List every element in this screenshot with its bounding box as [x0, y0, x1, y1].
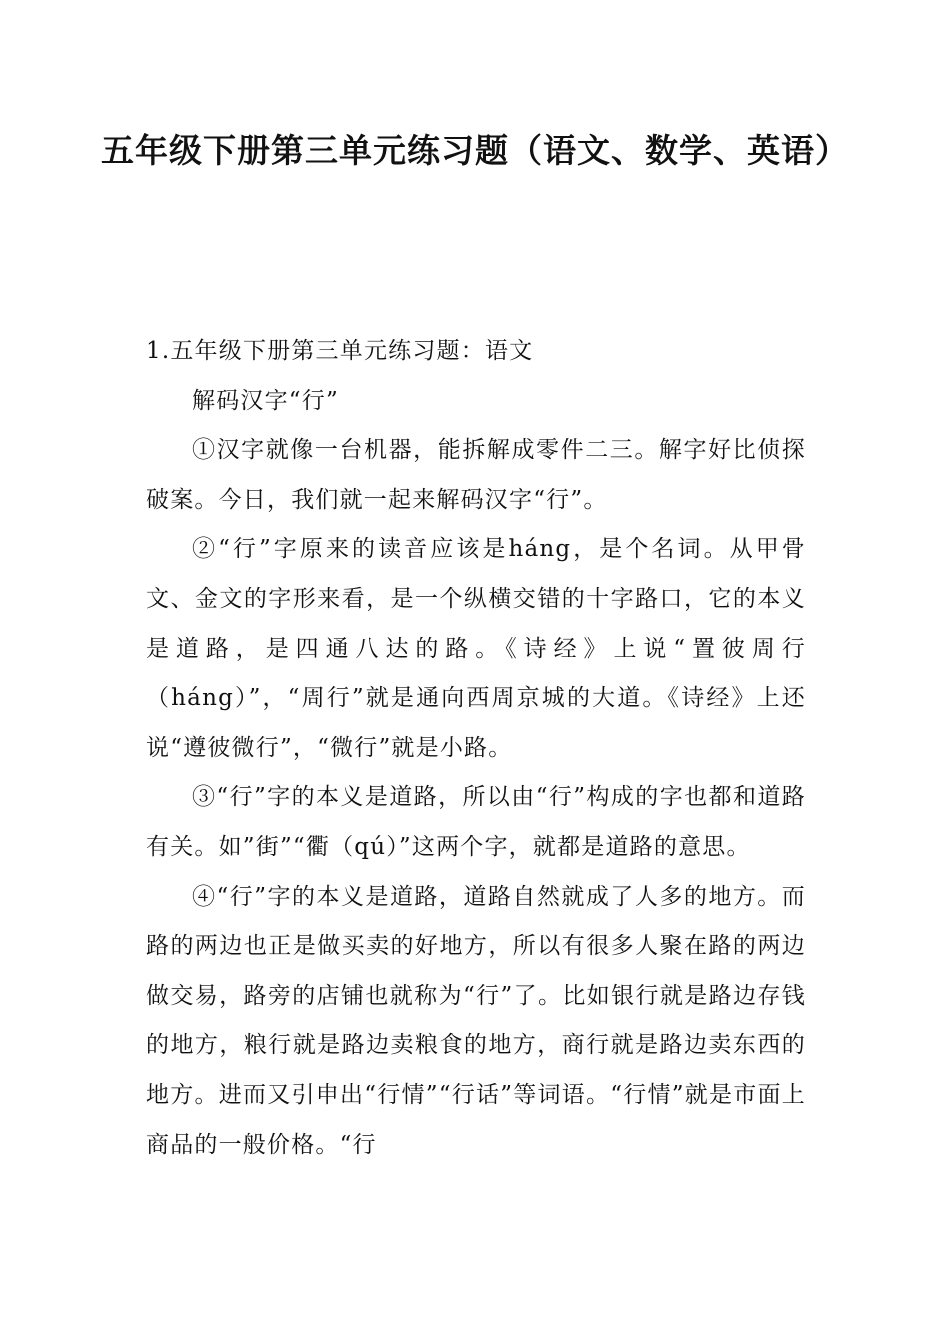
article-title: 解码汉字“行” — [192, 387, 339, 414]
document-body — [146, 327, 806, 1170]
paragraph-4: ④“行”字的本义是道路，道路自然就成了人多的地方。而路的两边也正是做买卖的好地方，所以有很多人聚在路的两边做交易，路旁的店铺也就称为“行”了。比如银行就是路边存钱的地方，粮行就是路边卖粮食的地方，商行就是路边卖东西的地方。进而又引申出“行情”“行话”等词语。“行情”就是市面上商品的一般价格。“行 — [146, 883, 806, 1158]
document-title: 五年级下册第三单元练习题（语文、数学、英语） — [101, 131, 849, 170]
paragraph-3: ③“行”字的本义是道路，所以由“行”构成的字也都和道路有关。如”街”“衢（qú）”这两个字，就都是道路的意思。 — [146, 784, 806, 860]
paragraph-1: ①汉字就像一台机器，能拆解成零件二三。解字好比侦探破案。今日，我们就一起来解码汉字“行”。 — [146, 437, 806, 513]
paragraph-2: ②“行”字原来的读音应该是háng，是个名词。从甲骨文、金文的字形来看，是一个纵横交错的十字路口，它的本义是道路，是四通八达的路。《诗经》上说“置彼周行（háng）”，“周行”就是通向西周京城的大道。《诗经》上还说“遵彼微行”，“微行”就是小路。 — [146, 536, 806, 761]
section-heading: 1.五年级下册第三单元练习题：语文 — [146, 338, 534, 364]
